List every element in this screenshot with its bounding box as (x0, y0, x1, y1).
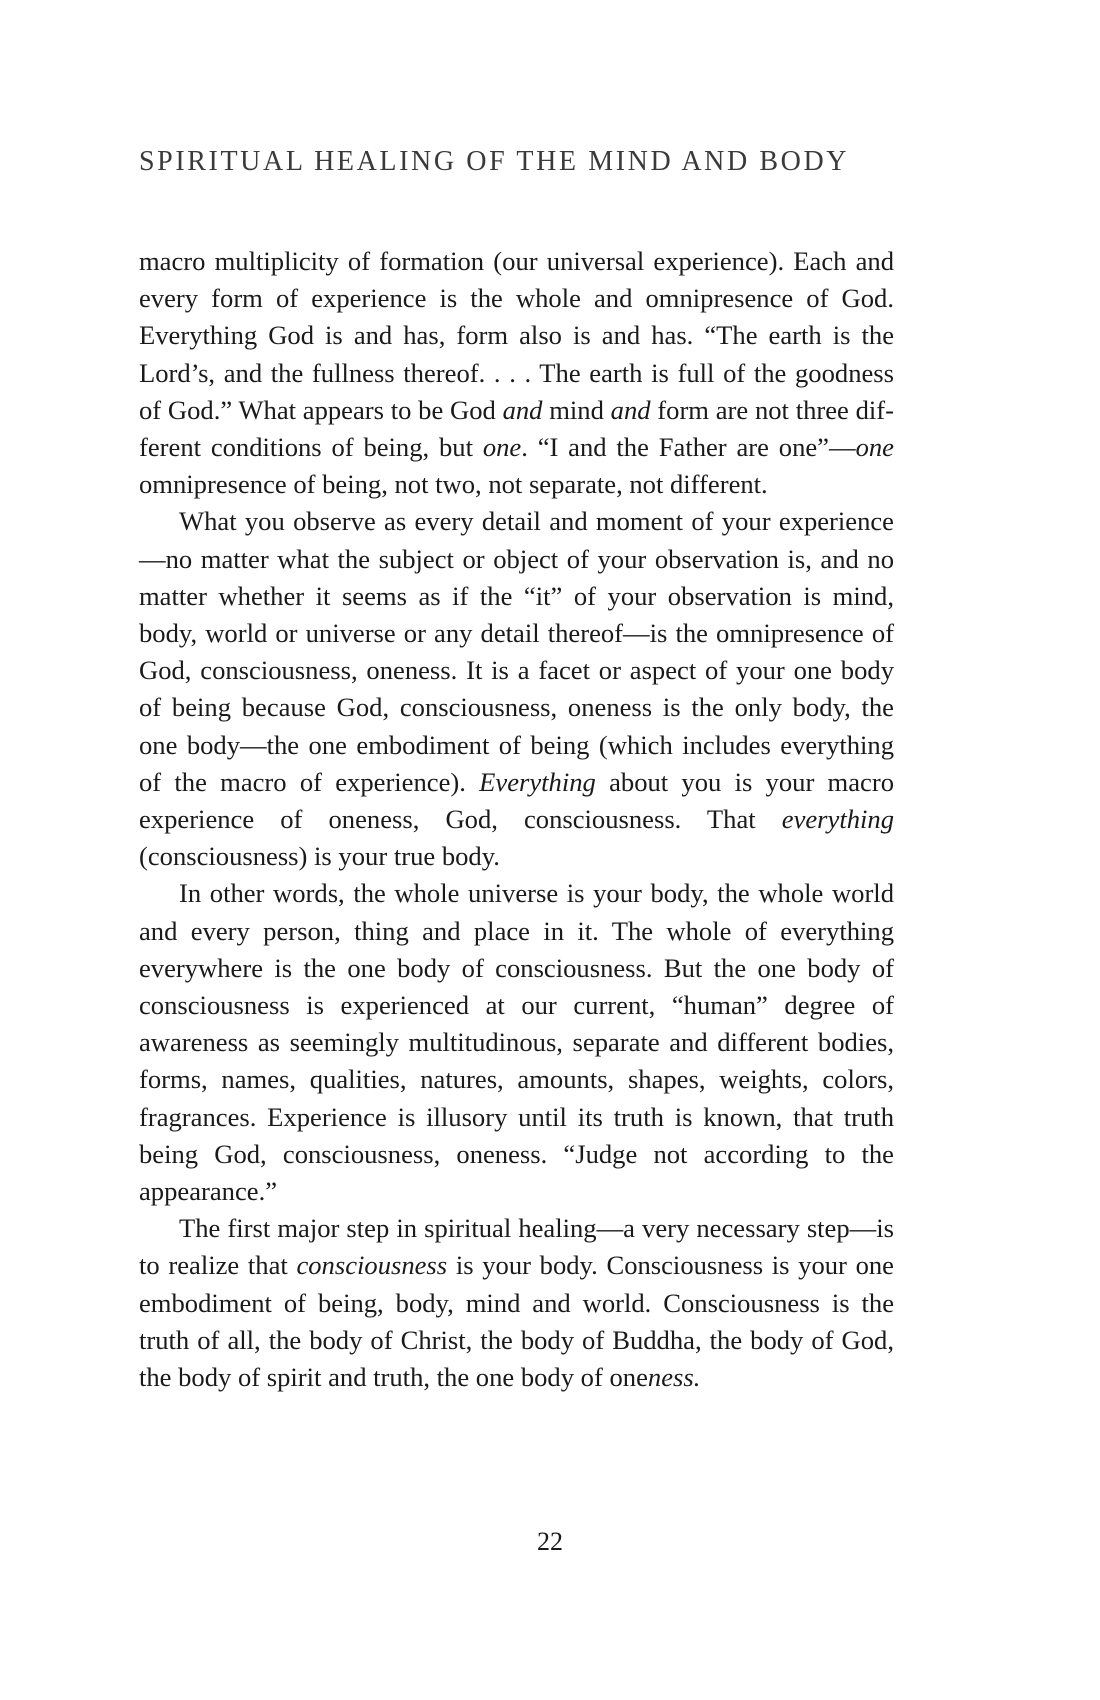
page-body (139, 243, 894, 1396)
text-run: is your body. Consciousness is your one embodiment of being, body, mind and world. Consciousness is the truth of all, the body of Christ, the body of Buddha, the body of God, the body of spirit and truth, the one body of one (139, 1250, 894, 1393)
emphasis-text: and (610, 394, 651, 425)
text-run: omnipresence of being, not two, not separate, not different. (139, 469, 768, 500)
emphasis-text: consciousness (296, 1250, 448, 1281)
page-number: 22 (537, 1527, 563, 1556)
emphasis-text: and (502, 394, 543, 425)
paragraph (139, 243, 894, 503)
emphasis-text: one (482, 432, 522, 463)
text-run: In other words, the whole universe is your body, the whole world and every person, thing and place in it. The whole of everything everywhere is the one body of consciousness. But the one body of consciousness is experienced at our current, “human” degree of awareness as seemingly multitudinous, separate and different bodies, forms, names, qualities, natures, amounts, shapes, weights, colors, fragrances. Experience is illusory until its truth is known, that truth being God, consciousness, oneness. “Judge not according to the appearance.” (139, 878, 894, 1207)
text-run: (consciousness) is your true body. (139, 841, 500, 872)
paragraph (139, 875, 894, 1210)
text-run: macro multiplicity of formation (our universal experience). Each and every form of experience is the whole and omnipresence of God. Everything God is and has, form also is and has. “The earth is the Lord’s, and the fullness thereof. . . . The earth is full of the goodness of God.” What appears to be God (139, 246, 894, 425)
emphasis-text: Everything (479, 766, 596, 797)
paragraph (139, 503, 894, 875)
running-header: SPIRITUAL HEALING OF THE MIND AND BODY (139, 146, 850, 177)
text-run: form are not three different conditions of being, but (139, 394, 894, 463)
emphasis-text: ness. (647, 1362, 701, 1393)
emphasis-text: one (855, 432, 894, 463)
emphasis-text: everything (781, 804, 894, 835)
text-run: . “I and the Father are one”— (521, 432, 856, 463)
text-run: What you observe as every detail and moment of your experience—no matter what the subject or object of your observation is, and no matter whether it seems as if the “it” of your observation is mind, body, world or universe or any detail thereof—is the omnipresence of God, consciousness, oneness. It is a facet or aspect of your one body of being because God, consciousness, oneness is the only body, the one body—the one embodiment of being (which includes everything of the macro of experience). (139, 506, 894, 797)
text-run: The first major step in spiritual healing—a very necessary step—is to realize that (139, 1213, 894, 1281)
text-run: mind (542, 394, 611, 425)
text-run: about you is your macro experience of oneness, God, consciousness. That (139, 766, 894, 835)
paragraph (139, 1210, 894, 1396)
